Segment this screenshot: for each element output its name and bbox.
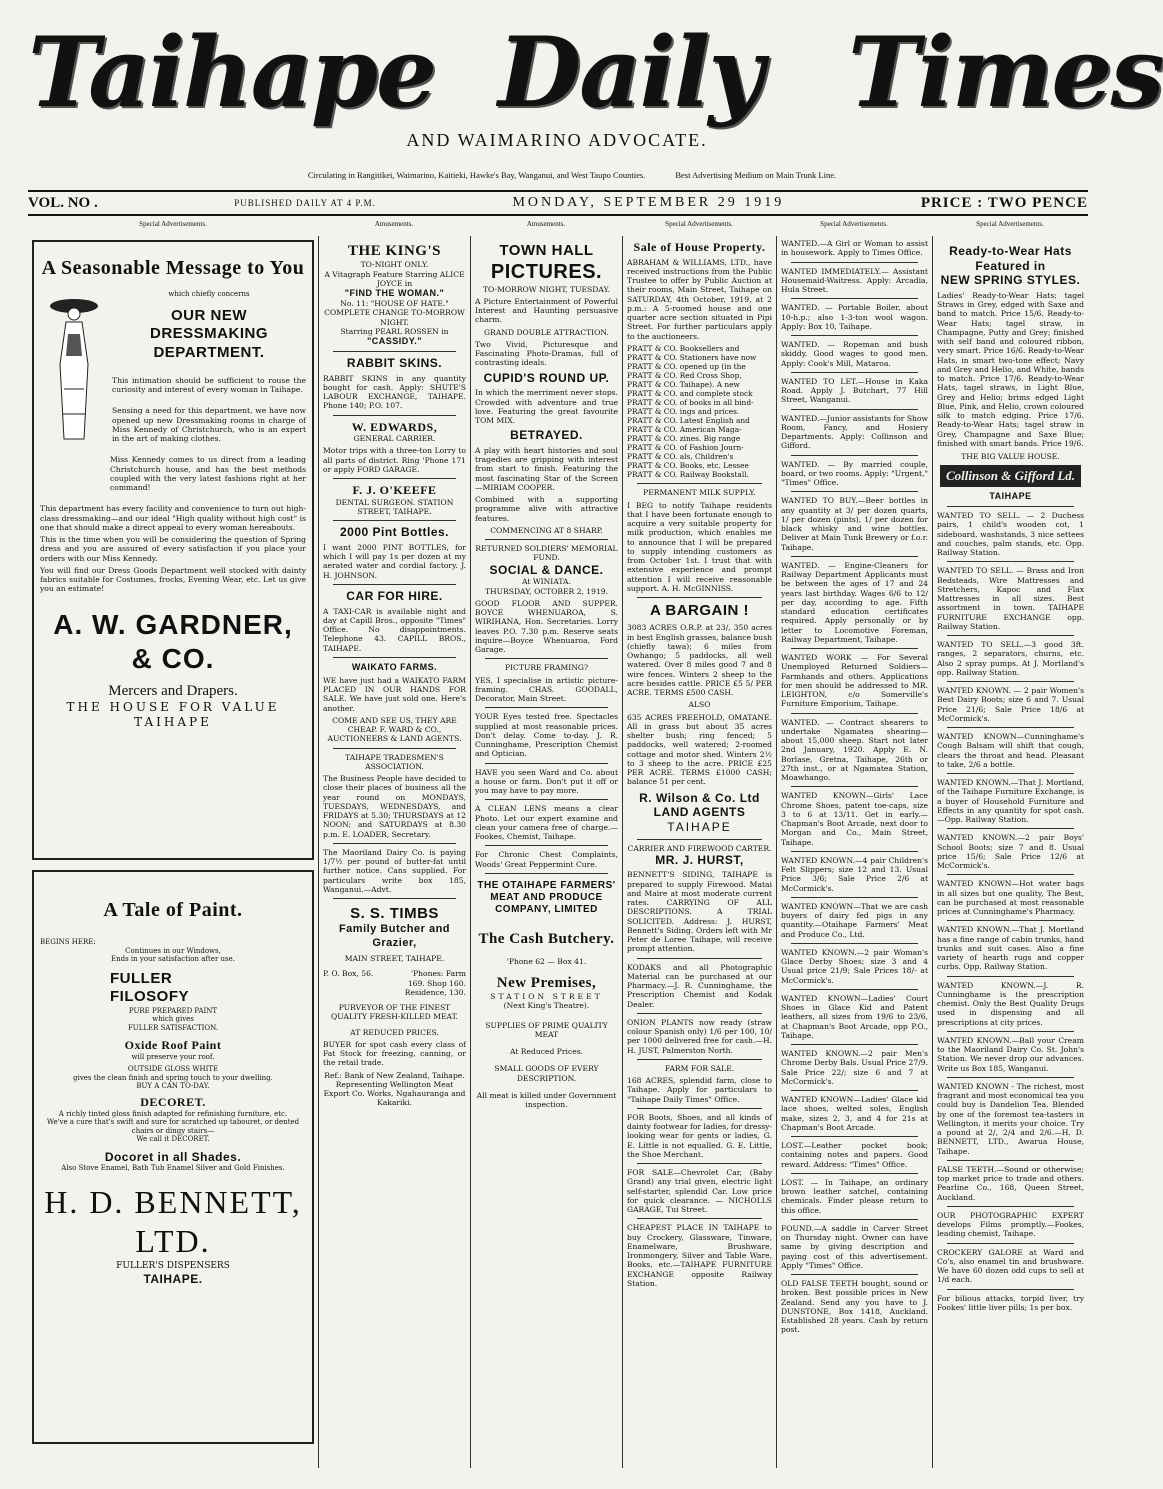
paint-line: Ends in your satisfaction after use. (111, 955, 235, 964)
ad-text: FOR Boots, Shoes, and all kinds of dainty footwear for ladies, for dressy-looking wear for gents or ladies, G. E. Little is not equalled. G. E. Little, the Shoe Merchant. (627, 1112, 772, 1159)
divider (637, 958, 762, 959)
divider (947, 561, 1074, 562)
divider (791, 262, 918, 263)
divider (791, 455, 918, 456)
paint-line: gives the clean finish and spring touch to your dwelling. (73, 1073, 273, 1082)
ad-line: RETURNED SOLDIERS' MEMORIAL FUND. (475, 544, 618, 563)
divider (947, 1206, 1074, 1207)
divider (947, 635, 1074, 636)
classified-ad: WANTED IMMEDIATELY.— Assistant Housemaid-Waitress. Apply: Arcadia, Hula Street. (781, 266, 928, 294)
ad-line: At Reduced Prices. (509, 1047, 584, 1057)
ad-line: MAIN STREET, TAIHAPE. (344, 954, 445, 964)
divider (333, 351, 456, 352)
gardner-house: THE HOUSE FOR VALUE (66, 700, 280, 715)
new-premises-title: New Premises, (496, 974, 597, 991)
ad-line: THE BIG VALUE HOUSE. (961, 452, 1060, 462)
film-title: "FIND THE WOMAN." (344, 288, 445, 299)
divider (791, 556, 918, 557)
wilson-town: TAIHAPE (667, 819, 732, 834)
classified-ad: WANTED KNOWN.—That J. Mortland, of the Taihape Furniture Exchange, is a buyer of Household Furniture and Effects in any quantity for spot cash.—Opp. Railway Station. (937, 778, 1084, 825)
column-5 (776, 236, 932, 1468)
paint-line: which gives (152, 1015, 194, 1024)
classified-ad: WANTED KNOWN—Girls' Lace Chrome Shoes, patent toe-caps, size 3 to 6 at 13/11. Get in early.—Chapman's Boot Arcade, next door to Morgan and Co., Main Street, Taihape. (781, 791, 928, 847)
classified-ad: WANTED TO SELL.—3 good 3ft. ranges, 2 separators, churns, etc. Also 2 spray pumps. At J. Mortland's opp. Railway Station. (937, 640, 1084, 677)
divider (791, 897, 918, 898)
divider (791, 1090, 918, 1091)
paint-begins: BEGINS HERE: (40, 938, 96, 947)
classified-ad: WANTED.—Junior assistants for Show Room, Fancy, and Hosiery Departments. Apply: Collinson and Gifford. (781, 413, 928, 451)
gardner-dept-line2: DEPARTMENT. (153, 343, 265, 361)
divider (947, 773, 1074, 774)
ad-line: ALSO (688, 700, 711, 710)
divider (947, 874, 1074, 875)
gardner-firm-name: A. W. GARDNER, & CO. (53, 608, 293, 674)
subtitle: AND WAIMARINO ADVOCATE. (406, 130, 708, 150)
paint-line: We call it DECORET. (136, 1135, 210, 1144)
divider (791, 943, 918, 944)
pratt-line: PRATT & CO. Railway Bookstall. (627, 470, 749, 480)
car-hire-title: CAR FOR HIRE. (346, 588, 443, 603)
bennett-town: TAIHAPE. (143, 1271, 203, 1286)
ad-text: I BEG to notify Taihape residents that I have been fortunate enough to acquire a very suitable property for milk production, which enables me to announce that I will be prepared to supply intending customers as from October 1st. I trust that with extensive experience and prompt attention I will receive reasonable support. A. H. McGINNISS. (627, 500, 772, 593)
hats-title-line2: Featured in (975, 258, 1046, 273)
divider (333, 898, 456, 899)
ad-line: TO-MORROW NIGHT, TUESDAY. (482, 284, 611, 294)
ad-text: 168 ACRES, splendid farm, close to Taihape. Apply for particulars to "Taihape Daily Times" Office. (627, 1076, 772, 1104)
ad-text: KODAKS and all Photographic Material can be purchased at our Pharmacy.—J. R. Cunninghame, the Prescription Chemist and Kodak Dealer. (627, 962, 772, 1009)
paint-line: Continues in our Windows, (125, 946, 221, 955)
paint-line: Also Stove Enamel, Bath Tub Enamel Silver and Gold Finishes. (61, 1164, 285, 1173)
paint-line: will preserve your roof. (131, 1052, 215, 1061)
gardner-headline: A Seasonable Message to You (41, 257, 305, 279)
column-head-1: Special Advertisements. (139, 220, 207, 228)
price: PRICE : TWO PENCE (920, 194, 1088, 211)
hurst-title: MR. J. HURST, (655, 852, 744, 867)
wilson-title: R. Wilson & Co. Ltd (639, 790, 760, 805)
classified-ad: WANTED. — Ropeman and bush skiddy. Good wages to good men. Apply: Cook's Mill, Mataroa. (781, 340, 928, 368)
timbs-phones: 'Phones: Farm 169. Shop 160. Residence, 130. (404, 969, 466, 997)
pratt-line: PRATT & CO. Red Cross Shop, (627, 370, 742, 380)
pratt-line: PRATT & CO. zines. Big range (627, 434, 741, 444)
divider (637, 1163, 762, 1164)
gardner-concerns: which chiefly concerns (168, 290, 250, 299)
classified-ad: WANTED KNOWN—Ladies' Court Shoes in Glace Kid and Patent leathers, all sizes from 19/6 to 23/6, at Chapman's Boot Arcade, opp P.O., Taihape. (781, 993, 928, 1040)
classified-ad: WANTED KNOWN.—2 pair Men's Chrome Derby Bals. Usual Price 27/9. Sale Price 22/; size 6 and 7 at McCormick's. (781, 1049, 928, 1086)
social-dance-title: SOCIAL & DANCE. (489, 562, 604, 577)
pratt-line: PRATT & CO. Stationers have now (627, 352, 757, 362)
timbs-title: S. S. TIMBS (350, 905, 439, 923)
ad-line: COMPLETE CHANGE TO-MORROW NIGHT. (324, 308, 465, 327)
ad-text: The Business People have decided to close their places of business all the year round on MONDAYS, TUESDAYS, WEDNESDAYS, and FRIDAYS at 5.30; THURSDAYS at 12 NOON; and SATURDAYS at 8.30 p.m. E. LOADER, Secretary. (323, 774, 466, 839)
ad-text: A Picture Entertainment of Powerful Interest and Haunting persuasive charm. (475, 296, 618, 325)
divider (637, 1108, 762, 1109)
masthead-word-taihape: Taihape (28, 16, 436, 129)
column-head-6: Special Advertisements. (976, 220, 1044, 228)
cupid-title: CUPID'S ROUND UP. (483, 370, 610, 385)
ad-line: TO-NIGHT ONLY. (360, 260, 429, 270)
published-note: PUBLISHED DAILY AT 4 P.M. (234, 198, 376, 208)
wilson-subtitle: LAND AGENTS (653, 805, 746, 820)
pratt-line: PRATT & CO. Books, etc. Lessee (627, 461, 749, 471)
divider (791, 786, 918, 787)
paint-line: FULLER SATISFACTION. (127, 1023, 219, 1032)
column-4 (622, 236, 776, 1468)
column-headers (28, 220, 1088, 232)
ad-text: Two Vivid, Picturesque and Fascinating Photo-Dramas, full of contrasting ideals. (475, 339, 618, 368)
classified-ad: WANTED KNOWN - The richest, most fragrant and most economical tea you could buy is Dandelion Tea. Blended by one of the foremost tea-tasters in Wellington, it merits your choice. Try a pound at 2/, 2/4 and 2/6.—H. D. BENNETT, LTD., Awarua House, Taihape. (937, 1081, 1084, 1156)
classified-ad: WANTED KNOWN—Hot water bags in all sizes but one quality, The Best, can be purchased at most reasonable prices at Cunninghame's Pharmacy. (937, 879, 1084, 917)
divider (791, 409, 918, 410)
town-hall-title: TOWN HALL (499, 242, 594, 259)
ad-text: HAVE you seen Ward and Co. about a house or farm. Don't put it off or you may have to pay more. (475, 767, 618, 796)
ad-line: FARM FOR SALE. (664, 1063, 735, 1073)
pratt-line: PRATT & CO. Latest English and (627, 416, 750, 426)
classified-ad: LOST.—Leather pocket book; containing notes and papers. Good reward. Address: "Times" Office. (781, 1141, 928, 1169)
ad-line: A Vitagraph Feature Starring ALICE JOYCE in (324, 269, 465, 288)
classified-ad: WANTED TO SELL. — Brass and Iron Bedsteads, Wire Mattresses and Stretchers, Kapoc and Flax Mattresses in all sizes. Best assortment in town. TAIHAPE FURNITURE EXCHANGE opp. Railway Station. (937, 566, 1084, 631)
column-3 (470, 236, 622, 1468)
divider (791, 713, 918, 714)
paint-line: A richly tinted gloss finish adapted for refinishing furniture, etc. (58, 1109, 288, 1118)
ad-line: PERMANENT MILK SUPPLY. (643, 488, 756, 498)
gardner-dept-line1: OUR NEW DRESSMAKING (149, 306, 268, 343)
ad-line: DENTAL SURGEON. STATION STREET, TAIHAPE. (335, 497, 454, 517)
divider (947, 506, 1074, 507)
ad-text: RABBIT SKINS in any quantity bought for cash. Apply: SHUTE'S LABOUR EXCHANGE, TAIHAPE. Phone 140; P.O. 107. (323, 373, 466, 411)
divider (485, 845, 608, 846)
divider (947, 920, 1074, 921)
best-medium-text: Best Advertising Medium on Main Trunk Line. (675, 170, 837, 180)
column-1 (28, 236, 318, 1468)
kings-theatre-title: THE KING'S (348, 243, 441, 259)
ad-text: A CLEAN LENS means a clear Photo. Let our expert examine and clean your camera free of charge.—Fookes, Chemist, Taihape. (475, 804, 618, 842)
circulation-line (0, 170, 1114, 180)
gardner-paragraph: This department has every facility and convenience to turn out high-class dressmaking—and our ideal "High quality without high cost" is one that should make a direct appeal to every woman hereabouts. (40, 504, 306, 532)
ad-text: GOOD FLOOR AND SUPPER. BOYCE WHENUAROA, S. WIRIHANA, Hon. Secretaries. Lorry leaves P.O. 7.30 p.m. Reserve seats inquire—Boyce Whenuaroa, Ford Garage. (475, 598, 618, 655)
divider (637, 1059, 762, 1060)
ad-line: SUPPLIES OF PRIME QUALITY MEAT (485, 1020, 608, 1039)
gardner-paragraph: This is the time when you will be considering the question of Spring dress and you are assured of every satisfaction if you place your orders with our Miss Kennedy. (40, 535, 306, 563)
divider (333, 843, 456, 844)
sale-house-title: Sale of House Property. (633, 240, 766, 254)
pratt-line: PRATT & CO. als, Children's (627, 452, 734, 462)
gardner-paragraph: You will find our Dress Goods Department well stocked with dainty fabrics suitable for Costumes, frocks, Evening Wear, etc. Let us give you an estimate! (40, 565, 306, 594)
divider (637, 483, 762, 484)
ad-line: Ref.: Bank of New Zealand, Taihape. Representing Wellington Meat Export Co. Works, Ngahauranga and Kakariki. (323, 1070, 466, 1108)
ad-text: FOR SALE—Chevrolet Car, (Baby Grand) any trial given, electric light self-starter, splendid Car. Low price for quick clearance. — NICHOLLS GARAGE, Tui Street. (627, 1168, 772, 1215)
farmers-company-line: THE OTAIHAPE FARMERS' (477, 879, 616, 891)
oxide-roof-paint: Oxide Roof Paint (124, 1038, 222, 1053)
decoret-title: DECORET. (140, 1094, 206, 1109)
classified-ad: WANTED KNOWN—Ladies' Glace kid lace shoes, welted soles, English make, sizes 2, 3, and 4 for 21s at Chapman's Boot Arcade. (781, 1095, 928, 1132)
classified-ad: FOUND.—A saddle in Carver Street on Thursday night. Owner can have same by giving description and paying cost of this advertisement. Apply "Times" Office. (781, 1223, 928, 1270)
gardner-advertisement (32, 240, 314, 860)
classified-ad: For bilious attacks, torpid liver, try Fookes' little liver pills; 1s per box. (937, 1293, 1084, 1312)
ad-line: PURVEYOR OF THE FINEST QUALITY FRESH-KILLED MEAT. (331, 1003, 458, 1022)
ad-text: CHEAPEST PLACE IN TAIHAPE to buy Crockery, Glassware, Tinware, Enamelware, Brushware, Ironmongery, Silver and Table Ware, Books, etc.—TAIHAPE FURNITURE EXCHANGE opposite Railway Station. (627, 1223, 772, 1288)
ad-line: COMMENCING AT 8 SHARP. (490, 525, 603, 535)
divider (791, 1136, 918, 1137)
paint-headline: A Tale of Paint. (103, 899, 243, 921)
divider (791, 1044, 918, 1045)
classified-ad: WANTED TO SELL. — 2 Duchess pairs, 1 child's wooden cot, 1 sideboard, washstands, 3 nice settees and couches, palm stands, etc. Opp. Railway Station. (937, 511, 1084, 558)
ad-line: Starring PEARL ROSSEN in (340, 326, 449, 336)
divider (485, 707, 608, 708)
divider (637, 839, 762, 840)
classified-ad: WANTED KNOWN.—J. R. Cunninghame is the prescription chemist. Only the Best Quality Drugs used in dispensing and all prescriptions at city prices. (937, 980, 1084, 1027)
classified-ad: WANTED. — Portable Boiler, about 10-h.p.; also 1-3-ton wool wagon. Apply: Box 10, Taihape. (781, 303, 928, 331)
classified-ad: WANTED KNOWN—That we are cash buyers of dairy fed pigs in any quantity.—Otaihape Farmers' Meat and Produce Co., Ltd. (781, 901, 928, 939)
ad-text: YOUR Eyes tested free. Spectacles supplied at most reasonable prices. Don't delay. Come to-day. J. R. Cunninghame, Prescription Chemist and Optician. (475, 712, 618, 759)
ad-text: In which the merriment never stops. Crowded with adventure and true love. Featuring the great favourite TOM MIX. (475, 388, 618, 426)
gardner-paragraph: Miss Kennedy comes to us direct from a leading Christchurch house, and has the best methods coupled with the very latest fashions right at her command! (110, 455, 306, 493)
divider (947, 1031, 1074, 1032)
bennett-firm-name: H. D. BENNETT, LTD. (44, 1183, 302, 1259)
pratt-line: PRATT & CO. Taihape). A new (627, 380, 740, 389)
ad-text: 3083 ACRES O.R.P. at 23/, 350 acres in best English grasses, balance bush (chiefly tawa); 6 miles from Owhango; 5 paddocks, all well watered. Over 8 miles good 7 and 8 wire fences. Winters 2 sheep to the acre besides cattle. PRICE £5 5/ PER ACRE. TERMS £500 CASH. (627, 623, 772, 698)
lady-illustration-icon (44, 294, 104, 444)
ad-line: At WINIATA. (522, 577, 571, 587)
divider (333, 520, 456, 521)
ad-text: Ladies' Ready-to-Wear Hats; tagel Straws in Grey, edged with Saxe and band to match. Price 15/6. Ready-to-Wear Hats; tagel straw, in Champagne, Putty and Grey; finished with self band and coloured ribbon, very smart. Price 16/6. Ready-to-Wear Hats, in smart two-tone effect; Navy and Grey and Helio, and White, bands to match. Price 17/6. Ready-to-Wear Hats, tagel straws, in Light Blue, Grey and Helio; brims edged Light Blue, Pink, and Helio, crown coloured silk to match edging. Price 17/6. Ready-to-Wear Hats; tagel straw in Grey, Champagne and Saxe Blue; finished with smart bands. Price 19/6. (937, 290, 1084, 448)
divider (485, 658, 608, 659)
classified-ad: WANTED KNOWN—Cunninghame's Cough Balsam will shift that cough, clears the throat and head. Pleasant to take, 2/6 a bottle. (937, 732, 1084, 769)
bargain-title: A BARGAIN ! (649, 602, 750, 620)
ad-line: CARRIER AND FIREWOOD CARTER. (627, 843, 772, 853)
bennett-dispensers: FULLER'S DISPENSERS (116, 1260, 230, 1271)
divider (333, 478, 456, 479)
timbs-box: P. O. Box, 56. (323, 969, 374, 979)
ad-line: COME AND SEE US, THEY ARE CHEAP. F. WARD & CO., AUCTIONEERS & LAND AGENTS. (327, 715, 462, 744)
issue-date: MONDAY, SEPTEMBER 29 1919 (512, 195, 785, 210)
divider (947, 828, 1074, 829)
ad-text: The Maoriland Dairy Co. is paying 1/7½ per pound of butter-fat until further notice. Cans supplied. For particulars write box 185, Wanganui.—Advt. (323, 847, 466, 894)
classified-ad: CROCKERY GALORE at Ward and Co's, also enamel tin and brushware. We have 60 dozen odd cups to sell at 1/d each. (937, 1247, 1084, 1285)
ad-text: BENNETT'S SIDING, TAIHAPE is prepared to supply Firewood. Matai and Maire at most moderate current rates. CARRYING OF ALL DESCRIPTIONS. A TRIAL SOLICITED. Address: J. HURST, Bennett's Siding. Orders left with Mr Peter de Loree Taihape, will receive prompt attention. (627, 870, 772, 954)
gardner-town: TAIHAPE (134, 714, 212, 729)
okeefe-title: F. J. O'KEEFE (352, 483, 437, 498)
column-head-2: Amusements. (374, 220, 414, 228)
divider (485, 763, 608, 764)
edwards-title: W. EDWARDS, (351, 419, 438, 434)
pratt-line: PRATT & CO. opened up (in the (627, 361, 746, 371)
classified-ad: WANTED. — Engine-Cleaners for Railway Department Applicants must be between the ages of 17 and 24 years last birthday. Wages 6/6 to 12/ per day, according to age. Fifth standard education certificates required. Apply personally or by letter to Locomotive Foreman, Railway Department, Taihape. (781, 560, 928, 644)
divider (791, 1173, 918, 1174)
column-head-4: Special Advertisements. (665, 220, 733, 228)
divider (947, 1289, 1074, 1290)
divider (791, 648, 918, 649)
divider (791, 298, 918, 299)
paint-line: We've a cure that's swift and sure for scratched up tabouret, or dented chairs or dingy stairs— (46, 1118, 300, 1135)
ad-text: YES, I specialise in artistic picture-framing. CHAS. GOODALL, Decorator, Main Street. (475, 675, 618, 704)
ad-line: All meat is killed under Government inspection. (476, 1090, 617, 1110)
ad-line: TAIHAPE TRADESMEN'S ASSOCIATION. (345, 752, 444, 771)
ad-text: Combined with a supporting programme alive with attractive features. (475, 495, 618, 523)
ad-line: STATION STREET (490, 992, 603, 1002)
classified-ad: FALSE TEETH.—Sound or otherwise; top market price to trade and others. Pearline Co., 168, Queen Street, Auckland. (937, 1164, 1084, 1202)
bennett-paint-advertisement (32, 870, 314, 1444)
timbs-contact (323, 969, 466, 997)
divider (637, 1013, 762, 1014)
farmers-company-line: MEAT AND PRODUCE (490, 892, 603, 903)
ad-text: A play with heart histories and soul tragedies are gripping with interest from start to finish. Featuring the most fascinating Star of the Screen—MIRIAM COOPER. (475, 445, 618, 492)
divider (333, 657, 456, 658)
classified-ad: WANTED KNOWN.—4 pair Children's Felt Slippers; size 12 and 13. Usual Price 3/6; Sale Price 2/6 at McCormick's. (781, 855, 928, 893)
pratt-advertisement (627, 344, 772, 479)
column-2 (318, 236, 470, 1468)
divider (791, 335, 918, 336)
divider (485, 873, 608, 874)
film-title: "CASSIDY." (366, 336, 423, 347)
column-head-3: Amusements. (526, 220, 566, 228)
divider (637, 597, 762, 598)
pratt-line: PRATT & CO. and complete stock (627, 389, 753, 399)
ad-line: 'Phone 62 — Box 41. (506, 956, 587, 966)
classified-ad: LOST. — In Taihape, an ordinary brown leather satchel, containing chemicals. Finder please return to this office. (781, 1177, 928, 1215)
ad-text: WE have just had a WAIKATO FARM PLACED IN OUR HANDS FOR SALE. We have just sold one. Here's another. (323, 675, 466, 713)
collinson-logo (937, 465, 1084, 487)
gardner-paragraph: Sensing a need for this department, we have now opened up new Dressmaking rooms in charge of Miss Kennedy of Christchurch, who is an expert in the art of making clothes. (112, 406, 306, 444)
classified-ad: WANTED. — Contract shearers to undertake Ngamatea shearing—about 15,000 sheep. Start not later 2nd January, 1920. Apply E. N. Borlase, Gretna, Taihape, 26th or 27th inst., or at Ngamatea Station, Moawhango. (781, 717, 928, 782)
fuller-brand-line1: FULLER (110, 969, 173, 987)
divider (791, 989, 918, 990)
hats-title-line1: Ready-to-Wear Hats (949, 244, 1072, 258)
ad-text: ONION PLANTS now ready (straw colour Spanish only) 1/6 per 100, 10/ per 1000 delivered free for cash.—H. H. JUST, Palmerston North. (627, 1017, 772, 1055)
collinson-logo-text: Collinson & Gifford Ld. (940, 465, 1081, 487)
fuller-brand-line2: FILOSOFY (110, 988, 189, 1006)
timbs-subtitle: Family Butcher and Grazier, (338, 923, 451, 949)
classified-ad: OUR PHOTOGRAPHIC EXPERT develops Films promptly.—Fookes, leading chemist, Taihape. (937, 1210, 1084, 1239)
classified-ad: WANTED. — By married couple, board, or two rooms. Apply: "Urgent," "Times" Office. (781, 459, 928, 487)
ad-line: SMALL GOODS OF EVERY DESCRIPTION. (494, 1064, 599, 1083)
page-columns (28, 236, 1088, 1468)
gardner-trade: Mercers and Drapers. (108, 682, 238, 699)
masthead (28, 16, 1163, 129)
classified-ad: WANTED WORK — For Several Unemployed Returned Soldiers—Farmhands and others. Applications for men should be addressed to MR. LEIGHTON, c/o Somerville's Furniture Emporium, Taihape. (781, 653, 928, 709)
divider (637, 1218, 762, 1219)
classified-ad: WANTED KNOWN. — 2 pair Women's Best Dairy Boots; size 6 and 7. Usual Price 21/6; Sale Price 18/6 at McCormick's. (937, 686, 1084, 723)
volume-number: VOL. NO . (28, 194, 98, 211)
paint-line: BUY A CAN TO-DAY. (136, 1082, 210, 1091)
divider (485, 799, 608, 800)
rabbit-skins-title: RABBIT SKINS. (346, 355, 443, 370)
divider (791, 372, 918, 373)
ad-text: I want 2000 PINT BOTTLES, for which I will pay 1s per dozen at my aerated water and cordial factory. J. H. JOHNSON. (323, 542, 466, 580)
divider (947, 1243, 1074, 1244)
collinson-town: TAIHAPE (989, 491, 1032, 502)
classified-ad: WANTED KNOWN.—2 pair Boys' School Boots; size 7 and 8. Usual price 15/6; Sale Price 12/6 at McCormick's. (937, 833, 1084, 871)
ad-text: Motor trips with a three-ton Lorry to all parts of district. Ring 'Phone 171 or apply FORD GARAGE. (323, 446, 466, 474)
betrayed-title: BETRAYED. (510, 428, 583, 443)
divider (333, 748, 456, 749)
divider (947, 727, 1074, 728)
ad-line: AT REDUCED PRICES. (350, 1027, 439, 1037)
classified-ad: WANTED KNOWN.—That J. Mortland has a fine range of cabin trunks, hand trunks and suit cases. Also a fine variety of hearth rugs and copper curbs. Opp. Railway Station. (937, 925, 1084, 972)
divider (333, 584, 456, 585)
ad-text: A TAXI-CAR is available night and day at Capill Bros., opposite "Times" Office. No disappointments. Telephone 43. CAPILL BROS., TAIHAPE. (323, 606, 466, 653)
ad-text: ABRAHAM & WILLIAMS, LTD., have received instructions from the Public Trustee to offer by Public Auction at their rooms, Main Street, Taihape on SATURDAY, 4th October, 1919, at 2 p.m.: A 5-roomed house and one quarter acre section situated in Pipi Street. For further particulars apply to the auctioneers. (627, 257, 772, 341)
classified-ad: WANTED TO BUY.—Beer bottles in any quantity at 3/ per dozen quarts, 1/ per dozen (pints), 1/ per dozen for black whisky and wine bottles. Deliver at Main Tunk Brewery or f.o.r. Taihape. (781, 496, 928, 552)
circulation-text: Circulating in Rangitikei, Waimarino, Kaitieki, Hawke's Bay, Wanganui, and West Taupo Counties. (307, 170, 646, 180)
farmers-company-line: COMPANY, LIMITED (495, 904, 598, 916)
divider (947, 1077, 1074, 1078)
pratt-line: PRATT & CO. ings and prices. (627, 407, 740, 417)
dateline (28, 190, 1088, 216)
divider (947, 681, 1074, 682)
column-6 (932, 236, 1088, 1468)
divider (791, 1274, 918, 1275)
ad-text: BUYER for spot cash every class of Fat Stock for freezing, canning, or the retail trade. (323, 1039, 466, 1068)
paint-line: PURE PREPARED PAINT (128, 1006, 218, 1015)
classified-ad: WANTED KNOWN.—2 pair Woman's Glace Derby Shoes; size 3 and 4 Usual price 21/9; Sale Prices 18/- at McCormick's. (781, 947, 928, 985)
ad-line: GRAND DOUBLE ATTRACTION. (484, 327, 609, 337)
divider (791, 851, 918, 852)
pratt-line: PRATT & CO. American Maga- (627, 425, 742, 435)
ad-line: No. 11: "HOUSE OF HATE." (340, 299, 449, 309)
pratt-line: PRATT & CO. of books in all bind- (627, 398, 754, 408)
gardner-paragraph: This intimation should be sufficient to rouse the curiosity and interest of every woman in Taihape. (112, 375, 306, 395)
ad-line: THURSDAY, OCTOBER 2, 1919. (484, 586, 609, 596)
ad-text: For Chronic Chest Complaints, Woods' Great Peppermint Cure. (475, 850, 618, 869)
paint-line: OUTSIDE GLOSS WHITE (127, 1065, 219, 1074)
divider (485, 539, 608, 540)
divider (333, 415, 456, 416)
hats-title-line3: NEW SPRING STYLES. (940, 273, 1081, 288)
divider (791, 1219, 918, 1220)
classified-ad: WANTED KNOWN.—Ball your Cream to the Maoriland Dairy Co. St. John's Station. We never drop our advances. Write us Box 185, Wanganui. (937, 1035, 1084, 1073)
ad-line: GENERAL CARRIER. (353, 434, 436, 444)
divider (947, 1160, 1074, 1161)
classified-ad: OLD FALSE TEETH bought, sound or broken. Best possible prices in New Zealand. Send any you have to J. DUNSTONE, Box 1418, Auckland. Established 28 years. Cash by return post. (781, 1279, 928, 1335)
masthead-word-daily: Daily (498, 16, 763, 129)
pratt-line: PRATT & CO. Booksellers and (627, 343, 740, 353)
divider (947, 976, 1074, 977)
ad-text: 635 ACRES FREEHOLD, OMATANE. All in grass but about 35 acres shelter bush; ring fenced; 5 paddocks, well watered; 2-roomed cottage and motor shed. Winters 2½ to 3 sheep to the acre. PRICE £25 PER ACRE. TERMS £1000 CASH; balance 51 per cent. (627, 712, 772, 787)
classified-ad: WANTED.—A Girl or Woman to assist in housework. Apply to Times Office. (781, 239, 928, 258)
waikato-title: WAIKATO FARMS. (351, 661, 438, 672)
decoret-shades: Docoret in all Shades. (104, 1149, 242, 1164)
classified-ad: WANTED TO LET.—House in Kaka Road. Apply J. Butchart, 77 Hill Street, Wanganui. (781, 376, 928, 405)
pictures-title: PICTURES. (490, 261, 603, 284)
pratt-line: PRATT & CO. of Fashion Journ- (627, 443, 744, 453)
ad-line: (Next King's Theatre). (503, 1001, 590, 1011)
ad-line: PICTURE FRAMING? (504, 663, 589, 673)
column-head-5: Special Advertisements. (820, 220, 888, 228)
divider (791, 491, 918, 492)
masthead-word-times: Times (848, 16, 1163, 129)
pint-bottles-title: 2000 Pint Bottles. (339, 525, 450, 540)
cash-butchery-title: The Cash Butchery. (478, 931, 615, 948)
